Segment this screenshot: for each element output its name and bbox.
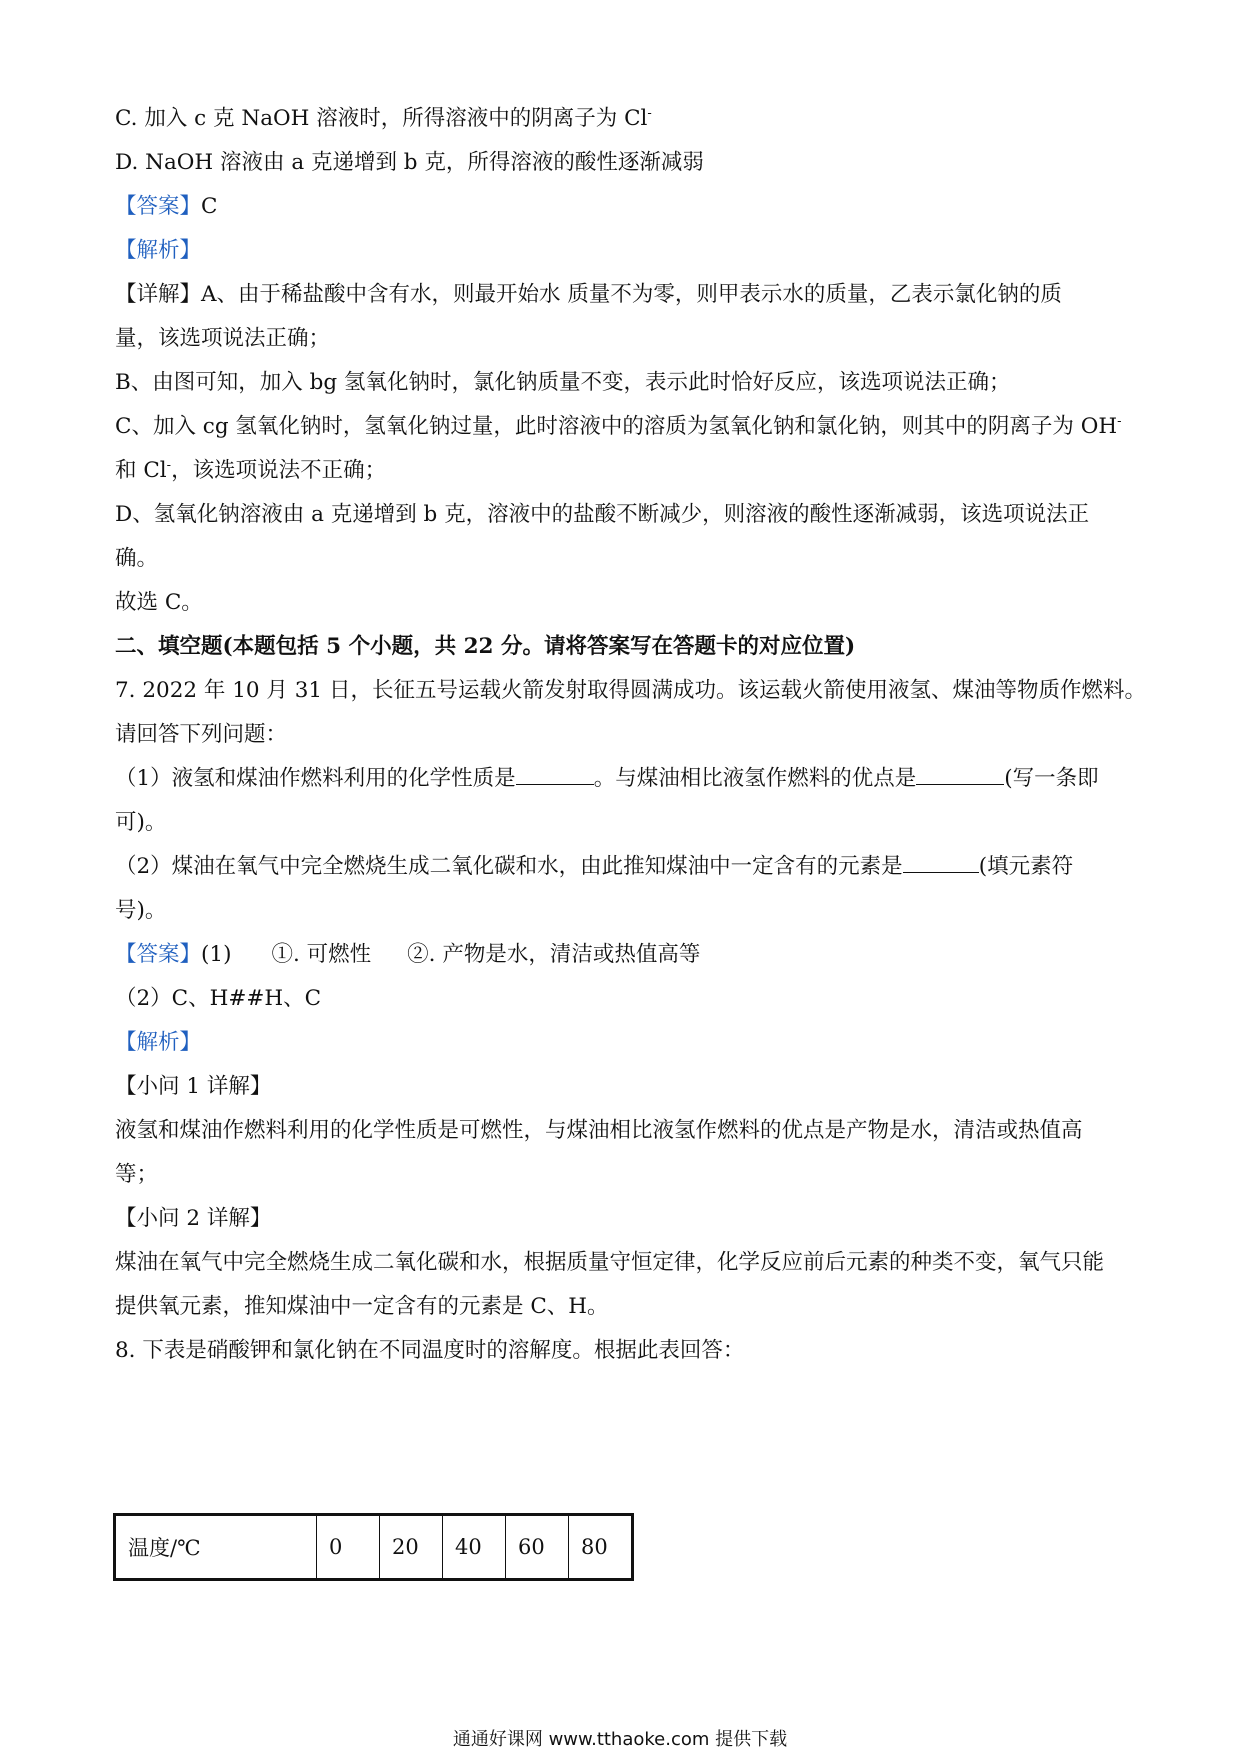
- table-cell: 20: [380, 1515, 443, 1580]
- question-7-part2: （2）煤油在氧气中完全燃烧生成二氧化碳和水，由此推知煤油中一定含有的元素是 (填元素符: [115, 854, 1074, 879]
- detail-d-1: D、氢氧化钠溶液由 a 克递增到 b 克，溶液中的盐酸不断减少，则溶液的酸性逐渐减弱，该选项说法正: [115, 502, 1090, 527]
- answer-1: 【答案】C: [115, 194, 218, 219]
- table-row: [115, 1515, 633, 1580]
- solubility-table: [113, 1513, 634, 1581]
- sub-question-1-text-cont: 等；: [115, 1162, 159, 1187]
- option-d: D. NaOH 溶液由 a 克递增到 b 克，所得溶液的酸性逐渐减弱: [115, 150, 704, 175]
- sub-question-2-text: 煤油在氧气中完全燃烧生成二氧化碳和水，根据质量守恒定律，化学反应前后元素的种类不变，氧气只能: [115, 1250, 1105, 1275]
- answer-blank: [516, 766, 594, 785]
- answer-blank: [903, 854, 979, 873]
- question-7-part1-cont: 可)。: [115, 810, 167, 835]
- detail-d-2: 确。: [115, 546, 159, 571]
- answer-tag: 【答案】: [115, 942, 202, 967]
- answer-tag: 【答案】: [115, 194, 202, 219]
- sub-question-1-heading: 【小问 1 详解】: [115, 1074, 272, 1099]
- sub-question-2-text-cont: 提供氧元素，推知煤油中一定含有的元素是 C、H。: [115, 1294, 609, 1319]
- question-7-part1: （1）液氢和煤油作燃料利用的化学性质是 。与煤油相比液氢作燃料的优点是 (写一条即: [115, 766, 1099, 791]
- analysis-tag-1: 【解析】: [115, 238, 202, 263]
- page-footer: 通通好课网 www.tthaoke.com 提供下载: [452, 1729, 788, 1750]
- section-heading: 二、填空题(本题包括 5 个小题，共 22 分。请将答案写在答题卡的对应位置): [115, 634, 856, 659]
- table-cell: 0: [317, 1515, 380, 1580]
- answer-blank: [916, 766, 1004, 785]
- question-8: 8. 下表是硝酸钾和氯化钠在不同温度时的溶解度。根据此表回答：: [115, 1338, 745, 1363]
- detail-a-2: 量，该选项说法正确；: [115, 326, 331, 351]
- question-7-prompt: 请回答下列问题：: [115, 722, 288, 747]
- question-7-part2-cont: 号)。: [115, 898, 167, 923]
- analysis-tag-2: 【解析】: [115, 1030, 202, 1055]
- detail-a-1: 【详解】A、由于稀盐酸中含有水，则最开始水 质量不为零，则甲表示水的质量，乙表示氯化钠的质: [115, 282, 1062, 307]
- option-c: C. 加入 c 克 NaOH 溶液时，所得溶液中的阴离子为 Cl-: [115, 106, 652, 131]
- table-cell: 60: [506, 1515, 569, 1580]
- detail-c-1: C、加入 cg 氢氧化钠时，氢氧化钠过量，此时溶液中的溶质为氢氧化钠和氯化钠，则其中的阴离子为 OH-: [115, 414, 1122, 439]
- answer-7: 【答案】(1) ①. 可燃性 ②. 产物是水，清洁或热值高等: [115, 942, 701, 967]
- sub-question-1-text: 液氢和煤油作燃料利用的化学性质是可燃性，与煤油相比液氢作燃料的优点是产物是水，清洁或热值高: [115, 1118, 1083, 1143]
- answer-7-part2: （2）C、H##H、C: [115, 986, 322, 1011]
- table-header-cell: 温度/℃: [115, 1515, 317, 1580]
- table-cell: 80: [569, 1515, 633, 1580]
- choose-c: 故选 C。: [115, 590, 203, 615]
- detail-b: B、由图可知，加入 bg 氢氧化钠时，氯化钠质量不变，表示此时恰好反应，该选项说法正确；: [115, 370, 1011, 395]
- sub-question-2-heading: 【小问 2 详解】: [115, 1206, 272, 1231]
- detail-c-2: 和 Cl-，该选项说法不正确；: [115, 458, 387, 483]
- question-7: 7. 2022 年 10 月 31 日，长征五号运载火箭发射取得圆满成功。该运载火箭使用液氢、煤油等物质作燃料。: [115, 678, 1146, 703]
- table-cell: 40: [443, 1515, 506, 1580]
